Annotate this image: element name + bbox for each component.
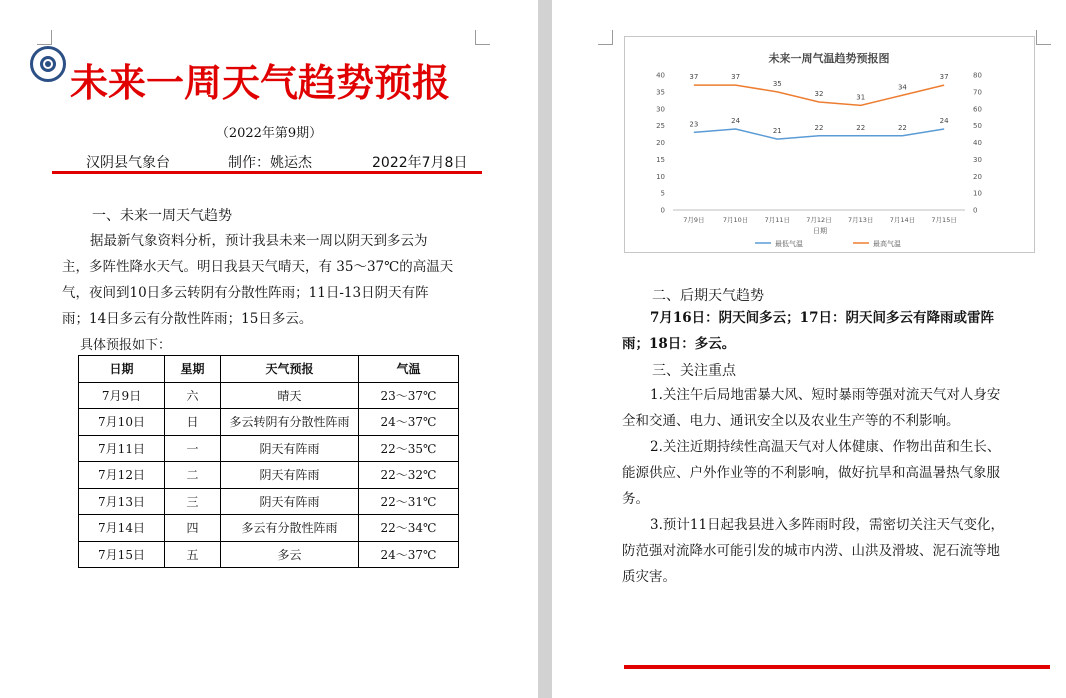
section1-line: 雨；14日多云有分散性阵雨；15日多云。 — [62, 311, 313, 327]
y-left-tick-label: 15 — [656, 155, 665, 164]
point-line: 防范强对流降水可能引发的城市内涝、山洪及滑坡、泥石流等地 — [622, 543, 1000, 559]
table-row — [79, 409, 459, 436]
table-header: 日期 — [79, 356, 165, 383]
x-tick-label: 7月14日 — [889, 216, 916, 224]
legend-label-max: 最高气温 — [873, 240, 901, 248]
x-tick-label: 7月11日 — [764, 216, 790, 224]
table-cell: 二 — [165, 462, 221, 489]
table-cell: 晴天 — [221, 382, 359, 409]
crop-mark-top-left — [37, 30, 52, 45]
table-header: 天气预报 — [221, 356, 359, 383]
data-label: 32 — [814, 90, 824, 98]
table-row — [79, 515, 459, 542]
y-right-tick-label: 20 — [973, 172, 982, 181]
table-header-row — [79, 356, 459, 383]
section1-line: 主，多阵性降水天气。明日我县天气晴天，有 35～37℃的高温天 — [62, 259, 454, 275]
table-row — [79, 435, 459, 462]
table-header: 气温 — [359, 356, 459, 383]
chart-title: 未来一周气温趋势预报图 — [768, 52, 890, 65]
footer-divider — [624, 665, 1050, 669]
point-line: 3.预计11日起我县进入多阵雨时段，需密切关注天气变化， — [650, 517, 1005, 533]
header-divider — [52, 171, 482, 174]
x-tick-label: 7月15日 — [931, 216, 957, 224]
table-cell: 阴天有阵雨 — [221, 462, 359, 489]
data-label: 37 — [731, 73, 741, 82]
data-label: 24 — [731, 117, 741, 125]
x-tick-label: 7月10日 — [722, 216, 749, 224]
table-cell: 六 — [165, 382, 221, 409]
section2-body — [622, 305, 1042, 357]
section3-body — [622, 382, 1042, 590]
y-left-tick-label: 35 — [656, 88, 665, 97]
point-line: 能源供应、户外作业等的不利影响，做好抗旱和高温暑热气象服 — [622, 465, 1000, 481]
section1-heading: 一、未来一周天气趋势 — [92, 208, 232, 224]
table-cell: 阴天有阵雨 — [221, 488, 359, 515]
point-line: 1.关注午后局地雷暴大风、短时暴雨等强对流天气对人身安 — [650, 387, 1001, 403]
section3-heading: 三、关注重点 — [652, 363, 736, 379]
y-right-tick-label: 0 — [973, 206, 978, 215]
table-cell: 7月13日 — [79, 488, 165, 515]
issue-date: 2022年7月8日 — [372, 155, 468, 171]
table-row — [79, 462, 459, 489]
table-cell: 24～37℃ — [359, 409, 459, 436]
data-label: 22 — [814, 123, 824, 132]
table-cell: 多云转阴有分散性阵雨 — [221, 409, 359, 436]
section1-line: 据最新气象资料分析，预计我县未来一周以阴天到多云为 — [90, 233, 428, 249]
table-cell: 7月15日 — [79, 541, 165, 568]
table-cell: 日 — [165, 409, 221, 436]
table-cell: 22～32℃ — [359, 462, 459, 489]
y-left-tick-label: 25 — [656, 122, 665, 131]
y-left-tick-label: 40 — [656, 71, 665, 80]
table-cell: 7月14日 — [79, 515, 165, 542]
y-left-tick-label: 5 — [660, 189, 665, 198]
table-header: 星期 — [165, 356, 221, 383]
data-label: 23 — [689, 120, 699, 129]
author-line: 制作：姚运杰 — [228, 155, 312, 171]
section1-body — [62, 228, 482, 332]
data-label: 37 — [689, 73, 699, 82]
data-label: 37 — [939, 73, 949, 82]
y-left-tick-label: 30 — [656, 105, 665, 114]
table-intro: 具体预报如下： — [80, 338, 172, 353]
y-right-tick-label: 40 — [973, 139, 982, 147]
issuing-office: 汉阴县气象台 — [86, 155, 170, 171]
section2-line: 7月16日：阴天间多云；17日：阴天间多云有降雨或雷阵 — [650, 310, 994, 326]
table-cell: 7月9日 — [79, 382, 165, 409]
section1-line: 气，夜间到10日多云转阴有分散性阵雨；11日-13日阴天有阵 — [62, 285, 429, 301]
x-tick-label: 7月12日 — [806, 216, 832, 224]
point-line: 全和交通、电力、通讯安全以及农业生产等的不利影响。 — [622, 413, 960, 429]
table-cell: 多云有分散性阵雨 — [221, 515, 359, 542]
chart-x-axis-label: 日期 — [813, 227, 827, 235]
table-cell: 四 — [165, 515, 221, 542]
y-left-tick-label: 10 — [656, 172, 665, 181]
section2-heading: 二、后期天气趋势 — [652, 288, 764, 304]
legend-label-min: 最低气温 — [775, 240, 803, 248]
crop-mark-right-top-right — [1036, 30, 1051, 45]
meteorological-logo-icon — [30, 46, 66, 82]
table-cell: 五 — [165, 541, 221, 568]
crop-mark-top-right — [475, 30, 490, 45]
temperature-chart — [624, 36, 1035, 253]
table-cell: 7月11日 — [79, 435, 165, 462]
y-right-tick-label: 50 — [973, 122, 982, 131]
y-right-tick-label: 70 — [973, 88, 982, 97]
table-cell: 23～37℃ — [359, 382, 459, 409]
table-cell: 7月10日 — [79, 409, 165, 436]
forecast-table — [78, 355, 459, 568]
table-row — [79, 541, 459, 568]
table-cell: 7月12日 — [79, 462, 165, 489]
crop-mark-right-top-left — [598, 30, 613, 45]
x-tick-label: 7月9日 — [683, 216, 705, 224]
page-gutter — [538, 0, 552, 698]
y-right-tick-label: 30 — [973, 155, 982, 164]
table-cell: 22～31℃ — [359, 488, 459, 515]
y-left-tick-label: 0 — [660, 206, 665, 215]
table-cell: 22～35℃ — [359, 435, 459, 462]
data-label: 35 — [772, 79, 782, 88]
y-right-tick-label: 10 — [973, 189, 982, 198]
temperature-chart-svg — [625, 37, 1034, 252]
table-cell: 多云 — [221, 541, 359, 568]
table-cell: 24～37℃ — [359, 541, 459, 568]
table-cell: 一 — [165, 435, 221, 462]
issue-number: （2022年第9期） — [215, 126, 323, 141]
y-left-tick-label: 20 — [656, 139, 665, 147]
data-label: 34 — [897, 83, 907, 92]
x-tick-label: 7月13日 — [848, 216, 874, 224]
document-title: 未来一周天气趋势预报 — [70, 61, 451, 105]
table-row — [79, 382, 459, 409]
y-right-tick-label: 60 — [973, 105, 982, 114]
data-label: 21 — [772, 127, 782, 136]
section2-line: 雨；18日：多云。 — [622, 336, 736, 352]
data-label: 22 — [897, 123, 907, 132]
data-label: 31 — [856, 93, 866, 102]
table-row — [79, 488, 459, 515]
point-line: 质灾害。 — [622, 569, 676, 585]
data-label: 22 — [856, 123, 866, 132]
table-cell: 22～34℃ — [359, 515, 459, 542]
point-line: 务。 — [622, 491, 649, 507]
y-right-tick-label: 80 — [973, 71, 982, 80]
table-cell: 阴天有阵雨 — [221, 435, 359, 462]
data-label: 24 — [939, 117, 949, 125]
point-line: 2.关注近期持续性高温天气对人体健康、作物出苗和生长、 — [650, 439, 1001, 455]
table-cell: 三 — [165, 488, 221, 515]
